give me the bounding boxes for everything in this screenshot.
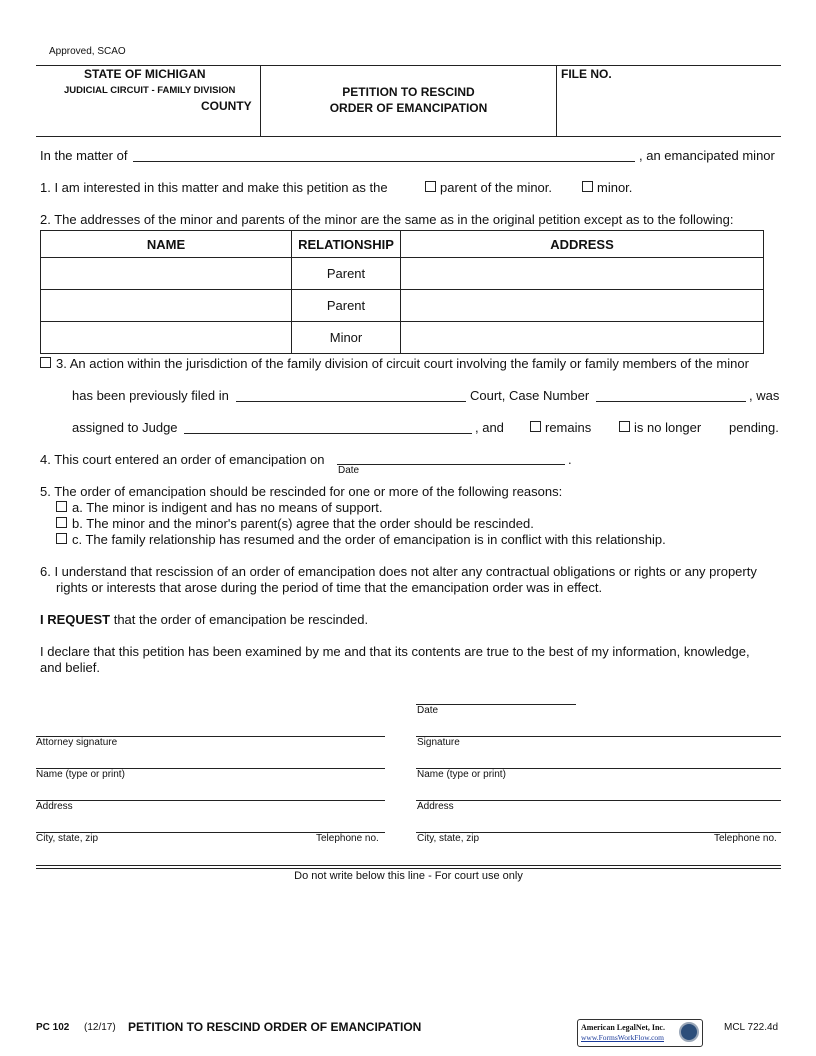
item5-text: 5. The order of emancipation should be rescinded for one or more of the following reasons: [40,484,563,499]
form-code: PC 102 [36,1022,70,1033]
case-number-field[interactable] [596,401,746,402]
address-table-header [41,231,764,258]
relationship-cell: Minor [292,322,401,354]
item4-period: . [568,452,572,467]
item6-line1: 6. I understand that rescission of an order of emancipation does not alter any contractual obligations or rights or any property [40,564,757,579]
reason-b-label: b. The minor and the minor's parent(s) agree that the order should be rescinded. [72,516,534,531]
header-top-rule [36,65,781,66]
signature-field[interactable] [416,736,781,737]
relationship-cell: Parent [292,258,401,290]
file-no-label: FILE NO. [561,67,612,81]
reason-a-label: a. The minor is indigent and has no means of support. [72,500,383,515]
state-name: STATE OF MICHIGAN [84,67,206,81]
judge-name-field[interactable] [184,433,472,434]
name-cell[interactable] [41,322,292,354]
declaration-line1: I declare that this petition has been examined by me and that its contents are true to the best of my information, knowledge, [40,644,750,659]
minor-checkbox[interactable] [582,181,593,192]
table-row [41,258,764,290]
no-longer-checkbox[interactable] [619,421,630,432]
address-cell[interactable] [401,322,764,354]
remains-checkbox[interactable] [530,421,541,432]
and-label: , and [475,420,504,435]
item3-filed-label: has been previously filed in [72,388,229,403]
item6-line2: rights or interests that arose during the period of time that the emancipation order was in effect. [56,580,603,595]
item1-text: 1. I am interested in this matter and make this petition as the [40,180,388,195]
date-signed-label: Date [417,705,439,716]
matter-suffix: , an emancipated minor [639,148,775,163]
parent-option-label: parent of the minor. [440,180,553,195]
name-cell[interactable] [41,290,292,322]
item2-text: 2. The addresses of the minor and parents of the minor are the same as in the original petition except as to the following: [40,212,734,227]
attorney-phone-label: Telephone no. [316,833,379,844]
reason-a-checkbox[interactable] [56,501,67,512]
matter-prefix: In the matter of [40,148,128,163]
address-cell[interactable] [401,290,764,322]
form-title-line1: PETITION TO RESCIND [342,85,475,99]
remains-label: remains [545,420,592,435]
attorney-address-label: Address [36,801,73,812]
address-cell[interactable] [401,258,764,290]
column-header-address: ADDRESS [401,231,764,258]
attorney-signature-label: Attorney signature [36,737,118,748]
form-revision: (12/17) [84,1022,116,1033]
county-label: COUNTY [201,99,252,113]
footer-title: PETITION TO RESCIND ORDER OF EMANCIPATION [128,1020,422,1034]
signature-label: Signature [417,737,460,748]
table-row [41,322,764,354]
court-use-rule-bottom [36,868,781,869]
court-name-field[interactable] [236,401,466,402]
attorney-city-label: City, state, zip [36,833,99,844]
logo-website: www.FormsWorkFlow.com [581,1033,665,1042]
american-legalnet-logo[interactable] [577,1019,703,1047]
globe-icon [679,1022,699,1042]
reason-b-checkbox[interactable] [56,517,67,528]
logo-company-name: American LegalNet, Inc. [581,1023,665,1032]
judge-label: assigned to Judge [72,420,178,435]
pending-label: pending. [729,420,779,435]
emancipation-date-field[interactable] [337,464,565,465]
column-header-relationship: RELATIONSHIP [292,231,401,258]
column-header-name: NAME [41,231,292,258]
request-bold: I REQUEST [40,612,111,627]
was-label: , was [749,388,780,403]
court-use-notice: Do not write below this line - For court use only [294,870,523,882]
circuit-label: JUDICIAL CIRCUIT - FAMILY DIVISION [64,85,236,96]
parent-checkbox[interactable] [425,181,436,192]
header-divider-right [556,65,557,136]
name-cell[interactable] [41,258,292,290]
table-row [41,290,764,322]
request-statement [40,612,368,627]
form-title-line2: ORDER OF EMANCIPATION [329,101,488,115]
address-table [40,230,764,354]
relationship-cell: Parent [292,290,401,322]
reason-c-checkbox[interactable] [56,533,67,544]
case-number-label: Court, Case Number [470,388,590,403]
petitioner-address-field[interactable] [416,800,781,801]
minor-option-label: minor. [597,180,633,195]
statute-reference: MCL 722.4d [724,1022,779,1033]
item3-checkbox[interactable] [40,357,51,368]
attorney-address-field[interactable] [36,800,385,801]
approved-label: Approved, SCAO [49,46,126,57]
request-rest: that the order of emancipation be rescinded. [113,612,369,627]
declaration-line2: and belief. [40,660,100,675]
reason-c-label: c. The family relationship has resumed and the order of emancipation is in conflict with this relationship. [72,532,666,547]
header-bottom-rule [36,136,781,137]
petitioner-name-label: Name (type or print) [417,769,506,780]
petitioner-address-label: Address [417,801,454,812]
matter-name-field[interactable] [133,161,635,162]
attorney-name-label: Name (type or print) [36,769,125,780]
petitioner-city-label: City, state, zip [417,833,480,844]
petitioner-phone-label: Telephone no. [714,833,777,844]
court-use-rule-top [36,865,781,866]
item3-line1: 3. An action within the jurisdiction of the family division of circuit court involving the family or family members of the minor [56,356,749,371]
no-longer-label: is no longer [634,420,702,435]
item4-text: 4. This court entered an order of emancipation on [40,452,325,467]
date-signed-field[interactable] [416,704,576,705]
date-caption: Date [338,465,360,476]
